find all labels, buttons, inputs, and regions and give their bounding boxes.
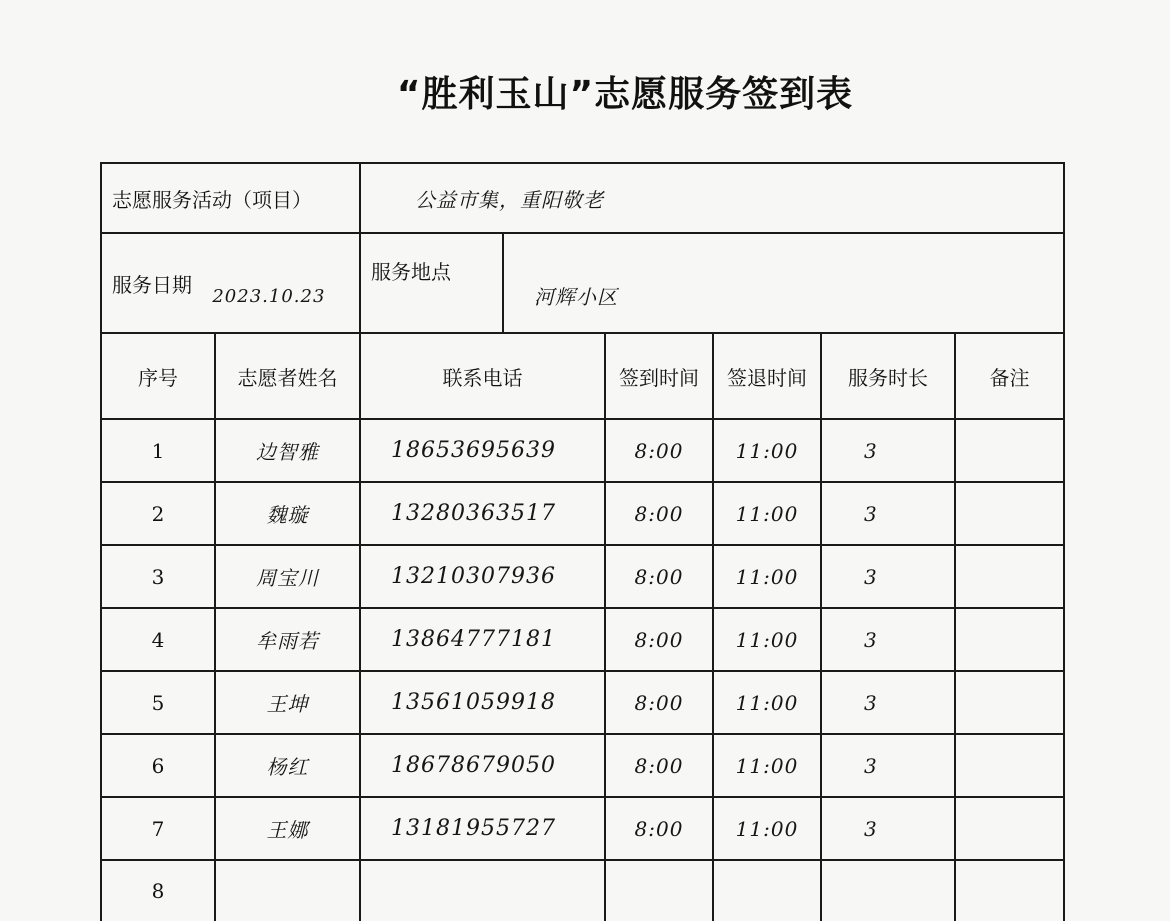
row-note xyxy=(955,608,1064,671)
col-header-duration: 服务时长 xyxy=(821,333,955,419)
row-note xyxy=(955,419,1064,482)
location-value: 河辉小区 xyxy=(503,233,1064,333)
table-row xyxy=(101,419,1064,482)
row-duration: 3 xyxy=(821,545,955,608)
header-row xyxy=(101,333,1064,419)
row-sign-out: 11:00 xyxy=(713,419,821,482)
table-row xyxy=(101,671,1064,734)
row-note xyxy=(955,860,1064,921)
row-name: 牟雨若 xyxy=(215,608,360,671)
row-sign-out xyxy=(713,860,821,921)
row-no: 4 xyxy=(101,608,215,671)
activity-label: 志愿服务活动（项目） xyxy=(101,163,360,233)
row-duration xyxy=(821,860,955,921)
row-note xyxy=(955,734,1064,797)
row-no: 1 xyxy=(101,419,215,482)
activity-row xyxy=(101,163,1064,233)
row-note xyxy=(955,797,1064,860)
col-header-no: 序号 xyxy=(101,333,215,419)
col-header-sign-in: 签到时间 xyxy=(605,333,713,419)
row-no: 6 xyxy=(101,734,215,797)
sign-in-table xyxy=(100,162,1065,921)
row-phone: 13864777181 xyxy=(360,608,605,671)
row-duration: 3 xyxy=(821,797,955,860)
table-row xyxy=(101,734,1064,797)
row-sign-in: 8:00 xyxy=(605,671,713,734)
row-sign-in: 8:00 xyxy=(605,419,713,482)
col-header-note: 备注 xyxy=(955,333,1064,419)
row-phone: 18653695639 xyxy=(360,419,605,482)
row-sign-in: 8:00 xyxy=(605,608,713,671)
row-sign-in xyxy=(605,860,713,921)
row-name: 王坤 xyxy=(215,671,360,734)
row-sign-in: 8:00 xyxy=(605,734,713,797)
row-name xyxy=(215,860,360,921)
row-sign-in: 8:00 xyxy=(605,482,713,545)
date-location-row xyxy=(101,233,1064,333)
row-sign-in: 8:00 xyxy=(605,797,713,860)
table-row xyxy=(101,545,1064,608)
date-value: 2023.10.23 xyxy=(212,285,326,307)
table-row xyxy=(101,608,1064,671)
row-no: 8 xyxy=(101,860,215,921)
row-sign-in: 8:00 xyxy=(605,545,713,608)
row-duration: 3 xyxy=(821,671,955,734)
row-note xyxy=(955,671,1064,734)
table-row xyxy=(101,797,1064,860)
location-label: 服务地点 xyxy=(360,233,503,333)
row-name: 杨红 xyxy=(215,734,360,797)
row-duration: 3 xyxy=(821,608,955,671)
row-no: 5 xyxy=(101,671,215,734)
row-no: 7 xyxy=(101,797,215,860)
row-phone: 13181955727 xyxy=(360,797,605,860)
row-name: 周宝川 xyxy=(215,545,360,608)
date-cell xyxy=(101,233,360,333)
col-header-phone: 联系电话 xyxy=(360,333,605,419)
row-name: 边智雅 xyxy=(215,419,360,482)
col-header-name: 志愿者姓名 xyxy=(215,333,360,419)
row-phone xyxy=(360,860,605,921)
row-sign-out: 11:00 xyxy=(713,545,821,608)
activity-value: 公益市集，重阳敬老 xyxy=(360,163,1064,233)
row-phone: 18678679050 xyxy=(360,734,605,797)
row-sign-out: 11:00 xyxy=(713,797,821,860)
row-no: 3 xyxy=(101,545,215,608)
row-phone: 13280363517 xyxy=(360,482,605,545)
table-row xyxy=(101,860,1064,921)
row-sign-out: 11:00 xyxy=(713,671,821,734)
row-no: 2 xyxy=(101,482,215,545)
row-sign-out: 11:00 xyxy=(713,482,821,545)
row-phone: 13561059918 xyxy=(360,671,605,734)
row-sign-out: 11:00 xyxy=(713,608,821,671)
row-phone: 13210307936 xyxy=(360,545,605,608)
row-duration: 3 xyxy=(821,734,955,797)
row-duration: 3 xyxy=(821,482,955,545)
date-label: 服务日期 xyxy=(112,272,192,297)
col-header-sign-out: 签退时间 xyxy=(713,333,821,419)
table-row xyxy=(101,482,1064,545)
row-sign-out: 11:00 xyxy=(713,734,821,797)
page-title: “胜利玉山”志愿服务签到表 xyxy=(396,74,854,115)
row-note xyxy=(955,482,1064,545)
row-name: 王娜 xyxy=(215,797,360,860)
row-name: 魏璇 xyxy=(215,482,360,545)
row-note xyxy=(955,545,1064,608)
row-duration: 3 xyxy=(821,419,955,482)
